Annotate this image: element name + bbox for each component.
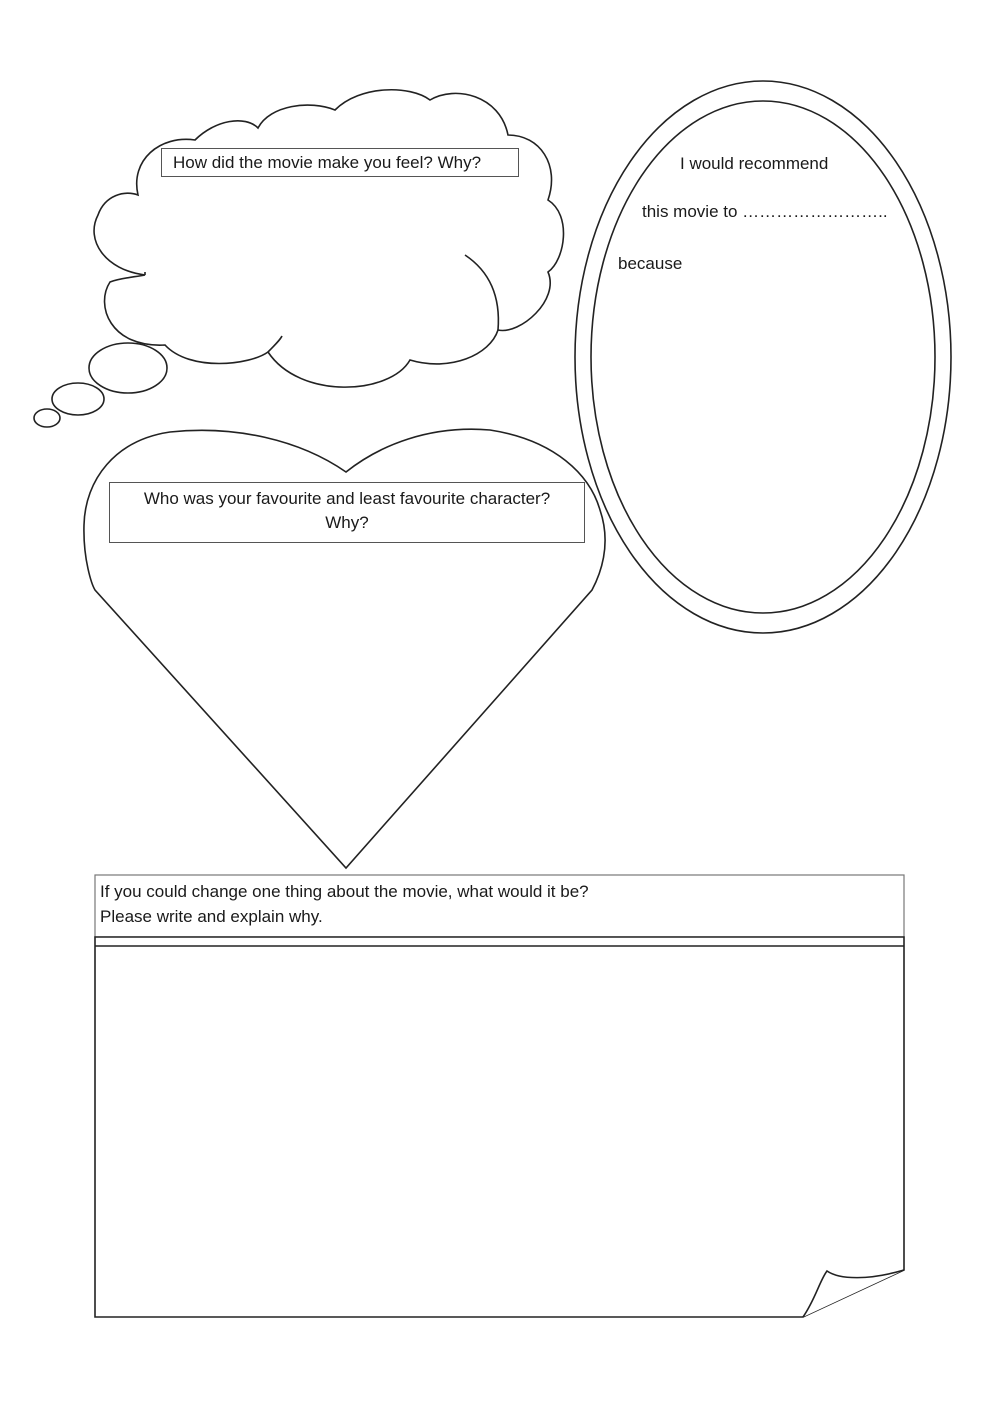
change-prompt-line-2: Please write and explain why. xyxy=(100,907,323,926)
character-prompt-line-1: Who was your favourite and least favourite character? xyxy=(143,489,551,508)
recommend-because-label: because xyxy=(618,254,683,273)
thought-cloud-shape xyxy=(94,90,563,387)
character-prompt-box xyxy=(109,482,585,543)
thought-bubble-medium xyxy=(52,383,104,415)
answer-writing-area[interactable] xyxy=(97,948,902,1266)
thought-bubble-large xyxy=(89,343,167,393)
thought-bubble-small xyxy=(34,409,60,427)
feel-prompt-box xyxy=(161,148,519,177)
recommend-line-1: I would recommend xyxy=(680,154,829,173)
oval-inner-ring xyxy=(591,101,935,613)
character-prompt-line-2: Why? xyxy=(325,513,369,532)
change-prompt-line-1: If you could change one thing about the movie, what would it be? xyxy=(100,882,589,901)
recommend-line-2: this movie to …………………….. xyxy=(642,202,888,221)
feel-prompt-text: How did the movie make you feel? Why? xyxy=(173,153,482,172)
